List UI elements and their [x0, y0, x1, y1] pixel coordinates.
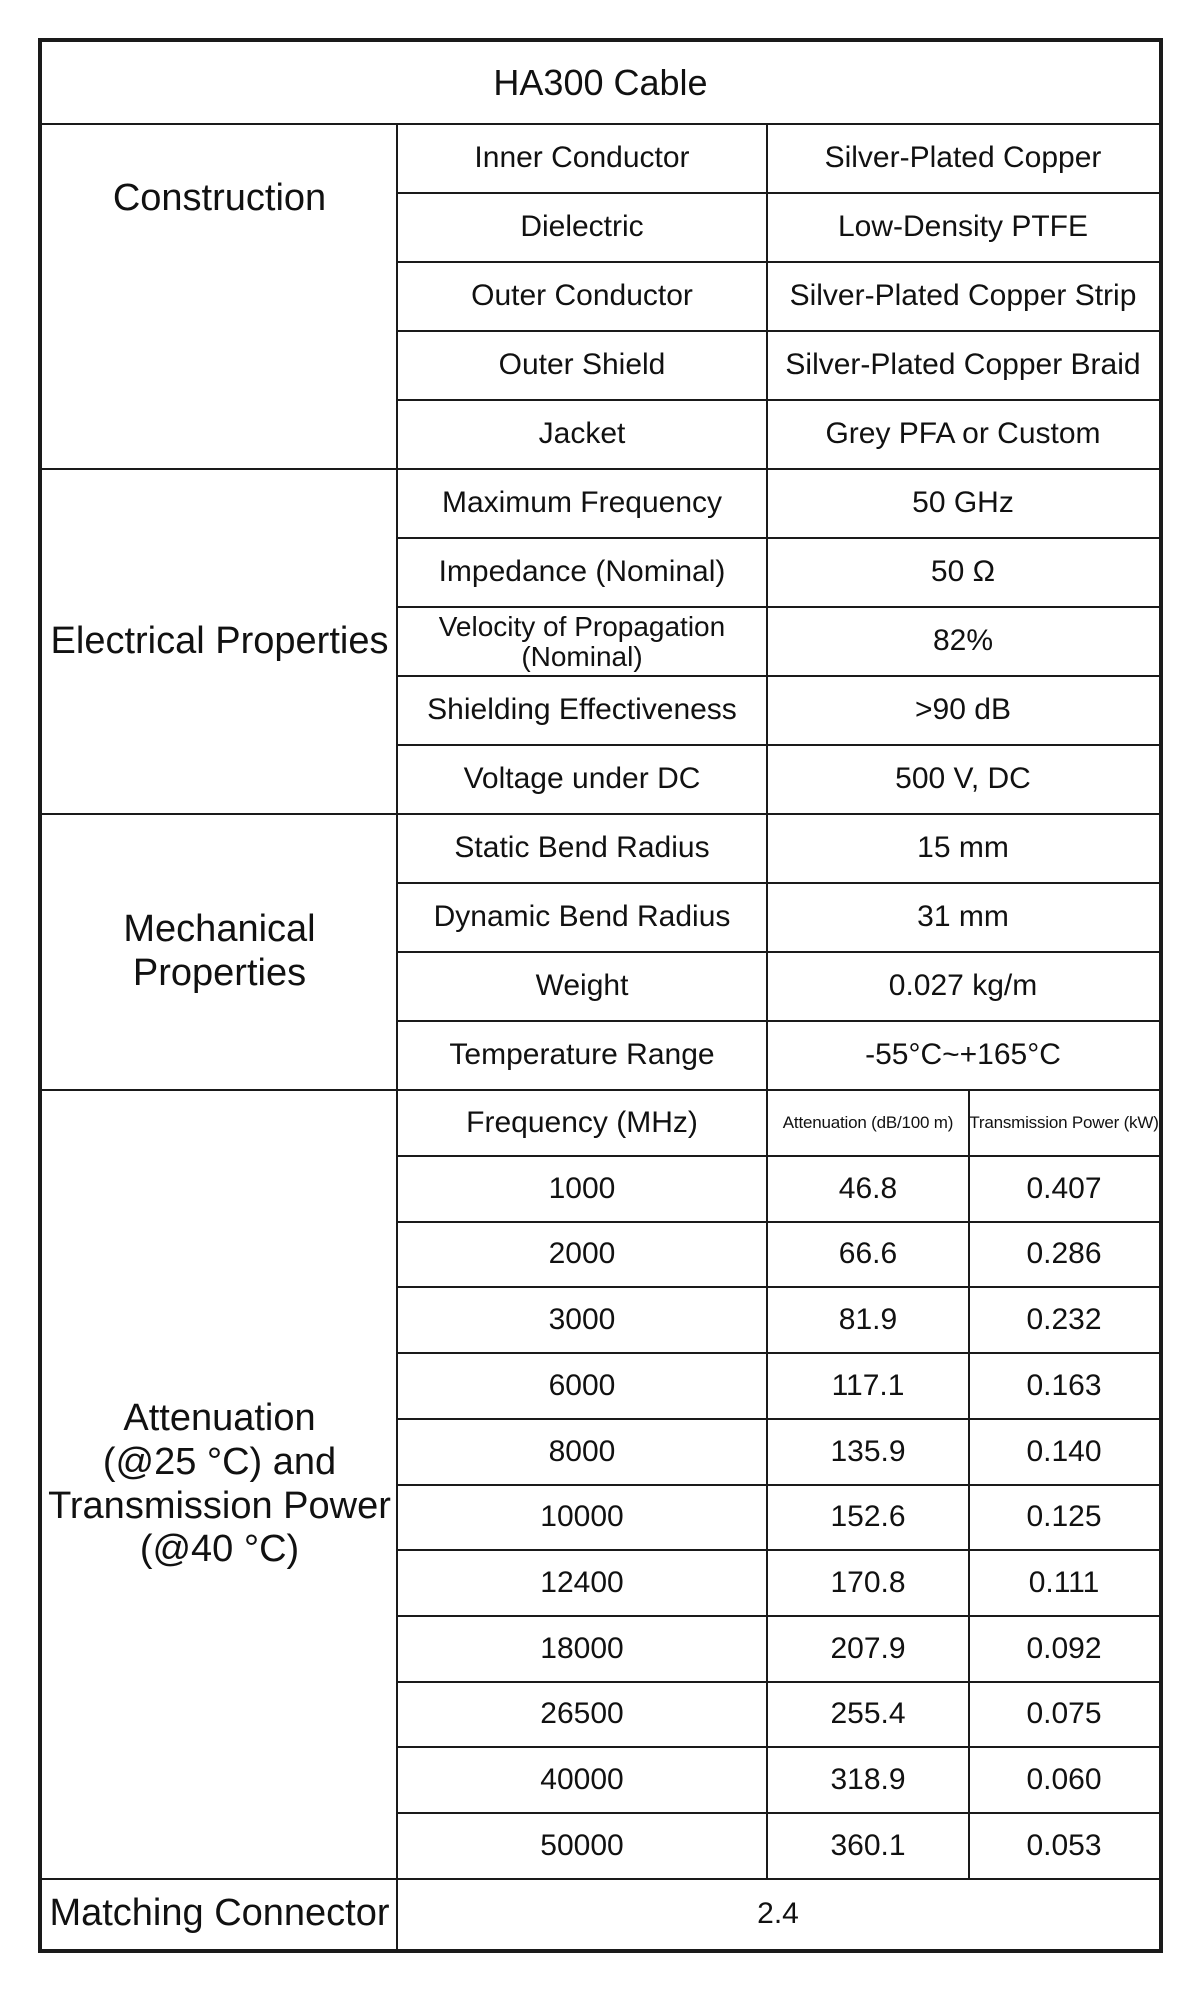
mechanical-value: 31 mm — [917, 900, 1009, 934]
power-header: Transmission Power (kW) — [969, 1113, 1159, 1133]
electrical-label-line: Velocity of Propagation — [438, 611, 726, 643]
electrical-value: >90 dB — [915, 693, 1011, 727]
power-cell: 0.053 — [1026, 1828, 1102, 1862]
attenuation-cell: 318.9 — [830, 1762, 906, 1796]
spec-table — [38, 38, 1163, 1953]
construction-value: Silver-Plated Copper Strip — [789, 279, 1137, 313]
construction-label: Outer Conductor — [471, 279, 693, 313]
frequency-cell: 10000 — [540, 1500, 624, 1534]
mechanical-value: -55°C~+165°C — [865, 1038, 1061, 1072]
power-cell: 0.232 — [1026, 1302, 1102, 1336]
attenuation-cell: 135.9 — [830, 1434, 906, 1468]
electrical-heading: Electrical Properties — [50, 619, 389, 662]
electrical-label-line: (Nominal) — [521, 640, 643, 672]
power-cell: 0.140 — [1026, 1434, 1102, 1468]
table-title: HA300 Cable — [493, 62, 708, 104]
electrical-label — [397, 607, 767, 676]
attenuation-cell: 152.6 — [830, 1500, 906, 1534]
frequency-cell: 18000 — [540, 1631, 624, 1665]
attenuation-cell: 360.1 — [830, 1828, 906, 1862]
attenuation-cell: 207.9 — [830, 1631, 906, 1665]
attenuation-heading-line: (@40 °C) — [139, 1528, 300, 1571]
mechanical-heading-line: Properties — [132, 952, 307, 994]
attenuation-cell: 255.4 — [830, 1697, 906, 1731]
frequency-cell: 2000 — [548, 1237, 616, 1271]
mechanical-value: 0.027 kg/m — [888, 969, 1038, 1003]
electrical-value: 82% — [932, 624, 994, 658]
power-cell: 0.286 — [1026, 1237, 1102, 1271]
attenuation-heading-line: Attenuation — [123, 1397, 316, 1440]
attenuation-heading — [42, 1090, 397, 1879]
construction-heading: Construction — [112, 177, 327, 220]
power-cell: 0.125 — [1026, 1500, 1102, 1534]
attenuation-heading-line: (@25 °C) and — [102, 1440, 337, 1483]
construction-label: Inner Conductor — [474, 141, 690, 175]
attenuation-cell: 117.1 — [831, 1368, 905, 1402]
construction-label: Jacket — [538, 417, 626, 451]
power-cell: 0.092 — [1026, 1631, 1102, 1665]
frequency-header: Frequency (MHz) — [466, 1105, 698, 1139]
attenuation-header: Attenuation (dB/100 m) — [782, 1113, 954, 1133]
construction-label: Outer Shield — [498, 348, 666, 382]
mechanical-heading — [42, 814, 397, 1090]
attenuation-cell: 170.8 — [830, 1565, 906, 1599]
electrical-label: Voltage under DC — [463, 762, 701, 796]
construction-label: Dielectric — [520, 210, 644, 244]
mechanical-label: Dynamic Bend Radius — [433, 900, 731, 934]
electrical-label: Shielding Effectiveness — [427, 693, 737, 727]
power-cell: 0.075 — [1026, 1697, 1102, 1731]
frequency-cell: 50000 — [540, 1828, 624, 1862]
electrical-value: 50 GHz — [912, 486, 1014, 520]
electrical-label: Impedance (Nominal) — [438, 555, 726, 589]
electrical-value: 50 Ω — [930, 555, 996, 589]
construction-value: Silver-Plated Copper — [824, 141, 1102, 175]
matching-connector-label: Matching Connector — [49, 1892, 390, 1935]
mechanical-label: Static Bend Radius — [454, 831, 710, 865]
mechanical-label: Weight — [535, 969, 629, 1003]
mechanical-value: 15 mm — [917, 831, 1009, 865]
frequency-cell: 1000 — [548, 1171, 616, 1205]
frequency-cell: 26500 — [540, 1697, 624, 1731]
attenuation-heading-line: Transmission Power — [48, 1484, 391, 1527]
construction-value: Grey PFA or Custom — [825, 417, 1101, 451]
construction-value: Silver-Plated Copper Braid — [785, 348, 1141, 382]
power-cell: 0.060 — [1026, 1762, 1102, 1796]
power-cell: 0.111 — [1028, 1565, 1100, 1599]
attenuation-cell: 66.6 — [838, 1237, 898, 1271]
mechanical-label: Temperature Range — [449, 1038, 715, 1072]
attenuation-cell: 46.8 — [838, 1171, 898, 1205]
power-cell: 0.163 — [1026, 1368, 1102, 1402]
mechanical-heading-line: Mechanical — [123, 908, 316, 951]
frequency-cell: 3000 — [548, 1302, 616, 1336]
construction-value: Low-Density PTFE — [837, 210, 1089, 244]
attenuation-cell: 81.9 — [838, 1302, 898, 1336]
frequency-cell: 6000 — [548, 1368, 616, 1402]
matching-connector-value: 2.4 — [757, 1896, 799, 1930]
frequency-cell: 40000 — [540, 1762, 624, 1796]
frequency-cell: 8000 — [548, 1434, 616, 1468]
power-cell: 0.407 — [1026, 1171, 1102, 1205]
electrical-label: Maximum Frequency — [441, 486, 723, 520]
frequency-cell: 12400 — [540, 1565, 624, 1599]
electrical-value: 500 V, DC — [895, 762, 1031, 796]
